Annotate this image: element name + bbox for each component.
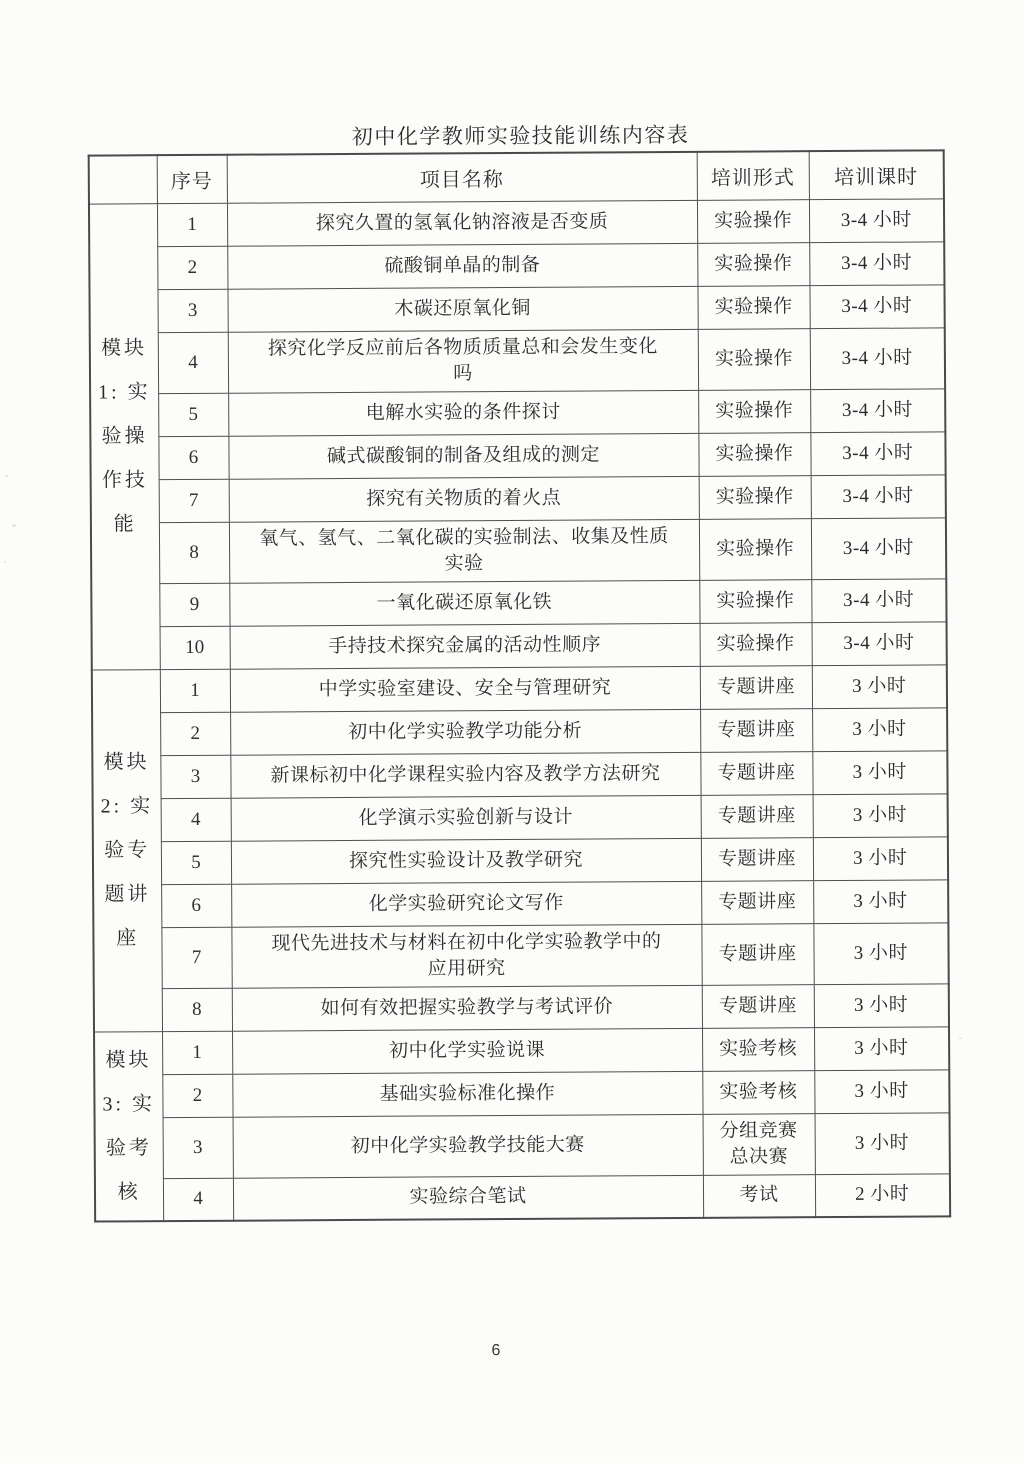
table-row [91, 517, 946, 583]
table-row [89, 198, 944, 246]
table-row [90, 431, 945, 479]
training-format: 实验考核 [702, 1070, 814, 1114]
row-index: 7 [161, 927, 231, 988]
module-label-line: 3: 实 [102, 1092, 156, 1116]
header-training-format: 培训形式 [697, 151, 809, 200]
project-name: 探究性实验设计及教学研究 [231, 838, 701, 884]
table-row [92, 621, 947, 669]
training-format: 专题讲座 [701, 923, 813, 985]
table-row [94, 983, 949, 1031]
training-format: 分组竞赛 总决赛 [703, 1113, 815, 1175]
row-index: 3 [163, 1117, 233, 1178]
module-label [89, 203, 160, 669]
training-format: 实验考核 [702, 1027, 814, 1071]
row-index: 1 [162, 1031, 232, 1074]
project-name: 探究久置的氢氧化钠溶液是否变质 [227, 200, 697, 246]
training-hours: 3-4 小时 [810, 327, 945, 389]
page-number: 6 [491, 1342, 501, 1360]
training-hours: 3 小时 [813, 793, 948, 837]
training-format: 专题讲座 [702, 984, 814, 1028]
project-name: 新课标初中化学课程实验内容及教学方法研究 [230, 752, 700, 798]
page-title: 初中化学教师实验技能训练内容表 [351, 122, 690, 149]
table-row [90, 388, 945, 436]
table-row [93, 793, 948, 841]
table-row [93, 879, 948, 927]
scan-speck [6, 475, 9, 477]
scan-speck [959, 1037, 962, 1039]
project-name: 硫酸铜单晶的制备 [227, 243, 697, 289]
training-format: 实验操作 [699, 475, 811, 519]
table-row [89, 284, 944, 332]
training-hours: 3-4 小时 [809, 284, 944, 328]
training-format: 实验操作 [698, 432, 810, 476]
module-label-line: 2: 实 [100, 795, 154, 818]
scan-speck [4, 561, 6, 563]
training-hours: 3-4 小时 [812, 621, 947, 665]
row-index: 3 [160, 755, 230, 798]
training-hours: 3-4 小时 [809, 198, 944, 242]
header-module-blank [89, 155, 157, 203]
table-row [92, 664, 947, 712]
training-content-table [88, 149, 952, 1222]
table-row [89, 241, 944, 289]
training-hours: 3 小时 [815, 1112, 950, 1174]
row-index: 2 [162, 1074, 232, 1117]
training-hours: 3-4 小时 [811, 517, 946, 579]
project-name: 探究化学反应前后各物质质量总和会发生变化 吗 [228, 329, 698, 393]
training-format: 专题讲座 [700, 708, 812, 752]
training-hours: 3 小时 [812, 750, 947, 794]
table-row [95, 1112, 950, 1178]
training-hours: 3 小时 [814, 1069, 949, 1113]
project-name: 电解水实验的条件探讨 [228, 390, 698, 436]
module-label-line: 验操 [101, 425, 148, 448]
project-name: 化学演示实验创新与设计 [231, 795, 701, 841]
table-row [91, 474, 946, 522]
training-hours: 3 小时 [813, 922, 948, 984]
training-format: 专题讲座 [701, 794, 813, 838]
header-index: 序号 [157, 155, 227, 203]
table-row [94, 1026, 949, 1074]
table-body [89, 198, 950, 1221]
row-index: 3 [157, 289, 227, 332]
module-label-line: 题讲 [104, 883, 151, 906]
module-label-line: 验专 [104, 839, 151, 862]
row-index: 8 [159, 522, 229, 583]
training-format: 实验操作 [697, 285, 809, 329]
project-name: 化学实验研究论文写作 [231, 881, 701, 927]
header-training-hours: 培训课时 [809, 150, 944, 199]
project-name: 初中化学实验教学技能大赛 [233, 1114, 703, 1178]
table-row [90, 327, 945, 393]
project-name: 如何有效把握实验教学与考试评价 [232, 985, 702, 1031]
module-label [92, 669, 162, 1031]
row-index: 5 [161, 841, 231, 884]
table-row [92, 750, 947, 798]
training-hours: 3 小时 [814, 983, 949, 1027]
training-format: 专题讲座 [700, 751, 812, 795]
table-row [95, 1173, 950, 1221]
project-name: 基础实验标准化操作 [232, 1071, 702, 1117]
project-name: 氧气、氢气、二氧化碳的实验制法、收集及性质 实验 [229, 519, 699, 583]
training-format: 实验操作 [699, 518, 811, 580]
table-row [93, 922, 948, 988]
training-format: 实验操作 [698, 328, 810, 390]
project-name: 初中化学实验教学功能分析 [230, 709, 700, 755]
module-label-line: 核 [117, 1181, 141, 1204]
row-index: 2 [160, 712, 230, 755]
training-hours: 3-4 小时 [810, 388, 945, 432]
project-name: 一氧化碳还原氧化铁 [229, 580, 699, 626]
module-label [94, 1031, 163, 1221]
table-row [92, 707, 947, 755]
module-label-line: 模块 [103, 751, 150, 774]
row-index: 7 [159, 479, 229, 522]
project-name: 实验综合笔试 [233, 1175, 703, 1221]
row-index: 8 [162, 988, 232, 1031]
project-name: 现代先进技术与材料在初中化学实验教学中的 应用研究 [231, 924, 701, 988]
header-row [89, 150, 944, 203]
training-format: 专题讲座 [701, 880, 813, 924]
training-format: 实验操作 [698, 389, 810, 433]
project-name: 木碳还原氧化铜 [227, 286, 697, 332]
training-format: 实验操作 [697, 199, 809, 243]
module-label-line: 作技 [101, 469, 148, 492]
training-hours: 3-4 小时 [809, 241, 944, 285]
row-index: 4 [163, 1178, 233, 1221]
training-hours: 3 小时 [814, 1026, 949, 1070]
training-hours: 2 小时 [815, 1173, 950, 1217]
row-index: 4 [158, 332, 228, 393]
training-format: 专题讲座 [701, 837, 813, 881]
module-label-line: 1: 实 [98, 381, 151, 404]
project-name: 手持技术探究金属的活动性顺序 [230, 623, 700, 669]
training-hours: 3 小时 [813, 879, 948, 923]
training-hours: 3-4 小时 [811, 474, 946, 518]
row-index: 10 [160, 626, 230, 669]
training-hours: 3-4 小时 [810, 431, 945, 475]
training-hours: 3-4 小时 [811, 578, 946, 622]
row-index: 9 [159, 583, 229, 626]
scan-speck [12, 524, 16, 527]
module-label-line: 座 [116, 927, 140, 950]
row-index: 1 [160, 669, 230, 712]
training-hours: 3 小时 [812, 664, 947, 708]
module-label-line: 能 [113, 513, 137, 536]
module-label-line: 模块 [101, 337, 148, 360]
table-row [93, 836, 948, 884]
training-format: 实验操作 [697, 242, 809, 286]
training-format: 实验操作 [700, 622, 812, 666]
project-name: 中学实验室建设、安全与管理研究 [230, 666, 700, 712]
module-label-line: 验考 [105, 1136, 153, 1160]
header-project-name: 项目名称 [227, 152, 697, 203]
project-name: 碱式碳酸铜的制备及组成的测定 [228, 433, 698, 479]
row-index: 6 [158, 436, 228, 479]
row-index: 4 [161, 798, 231, 841]
row-index: 1 [157, 203, 227, 246]
training-format: 实验操作 [699, 579, 811, 623]
training-format: 考试 [703, 1174, 815, 1218]
training-hours: 3 小时 [813, 836, 948, 880]
table-row [91, 578, 946, 626]
row-index: 6 [161, 884, 231, 927]
module-label-line: 模块 [105, 1048, 152, 1072]
training-hours: 3 小时 [812, 707, 947, 751]
row-index: 5 [158, 393, 228, 436]
project-name: 初中化学实验说课 [232, 1028, 702, 1074]
table-row [94, 1069, 949, 1117]
row-index: 2 [157, 246, 227, 289]
training-format: 专题讲座 [700, 665, 812, 709]
project-name: 探究有关物质的着火点 [229, 476, 699, 522]
